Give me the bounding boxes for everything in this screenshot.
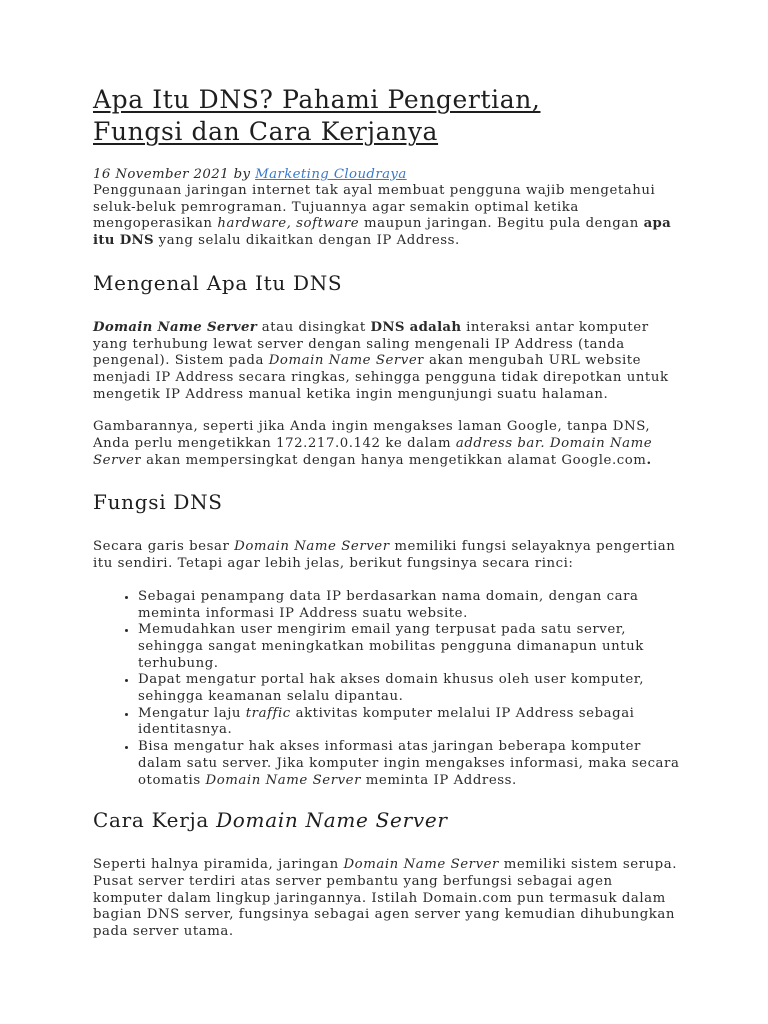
list-item: • Sebagai penampang data IP berdasarkan nama domain, dengan cara meminta informasi IP Address suatu website. [138,589,683,622]
page-title [93,84,683,148]
paragraph-example: Gambarannya, seperti jika Anda ingin mengakses laman Google, tanpa DNS, Anda perlu mengetikkan 172.217.0.142 ke dalam address bar. Domain Name Server akan mempersingkat dengan hanya mengetikkan alamat Google.com. [93,419,653,468]
section-heading-fungsi: Fungsi DNS [93,490,223,515]
title-line-1: Apa Itu DNS? Pahami Pengertian, [93,85,541,114]
section-heading-mengenal: Mengenal Apa Itu DNS [93,270,343,295]
fungsi-list [93,589,683,789]
list-item: • Mengatur laju traffic aktivitas komputer melalui IP Address sebagai identitasnya. [138,706,683,739]
list-item: • Memudahkan user mengirim email yang terpusat pada satu server, sehingga sangat meningkatkan mobilitas pengguna dimanapun untuk terhubung. [138,622,683,672]
intro-paragraph: Penggunaan jaringan internet tak ayal membuat pengguna wajib mengetahui seluk-beluk pemrograman. Tujuannya agar semakin optimal ketika mengoperasikan hardware, software maupun jaringan. Begitu pula dengan apa itu DNS yang selalu dikaitkan dengan IP Address. [93,183,672,249]
author-link[interactable]: Marketing Cloudraya [255,167,407,182]
by-label: by [233,167,251,182]
paragraph-definition: Domain Name Server atau disingkat DNS adalah interaksi antar komputer yang terhubung lewat server dengan saling mengenali IP Address (tanda pengenal). Sistem pada Domain Name Server akan mengubah URL website menjadi IP Address secara ringkas, sehingga pengguna tidak direpotkan untuk mengetik IP Address manual ketika ingin mengunjungi suatu halaman. [93,319,669,402]
list-item: • Bisa mengatur hak akses informasi atas jaringan beberapa komputer dalam satu server. Jika komputer ingin mengakses informasi, maka secara otomatis Domain Name Server meminta IP Address. [138,739,683,789]
section-heading-cara-kerja: Cara Kerja Domain Name Server [93,808,448,833]
article [93,84,683,941]
title-line-2: Fungsi dan Cara Kerjanya [93,117,439,146]
list-item: • Dapat mengatur portal hak akses domain khusus oleh user komputer, sehingga keamanan selalu dipantau. [138,672,683,705]
publish-date: 16 November 2021 [93,167,229,182]
paragraph-cara-kerja: Seperti halnya piramida, jaringan Domain Name Server memiliki sistem serupa. Pusat server terdiri atas server pembantu yang berfungsi sebagai agen komputer dalam lingkup jaringannya. Istilah Domain.com pun termasuk dalam bagian DNS server, fungsinya sebagai agen server yang kemudian dihubungkan pada server utama. [93,857,677,940]
article-meta [93,166,683,183]
paragraph-fungsi-intro: Secara garis besar Domain Name Server memiliki fungsi selayaknya pengertian itu sendiri. Tetapi agar lebih jelas, berikut fungsinya secara rinci: [93,539,676,572]
